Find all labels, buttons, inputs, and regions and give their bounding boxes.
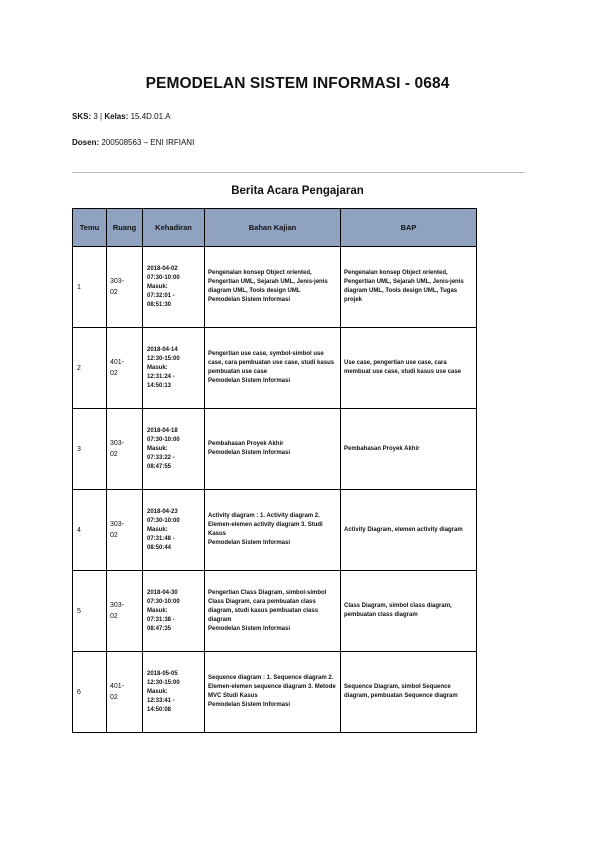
cell-bahan-kajian: Pengertian Class Diagram, simbol-simbol Class Diagram, cara pembuatan class diagram, studi kasus pembuatan class diagram Pemodelan Sistem Informasi bbox=[205, 571, 341, 652]
cell-temu: 3 bbox=[73, 409, 107, 490]
kelas-label: Kelas: bbox=[104, 112, 129, 121]
cell-temu: 1 bbox=[73, 247, 107, 328]
cell-bap: Class Diagram, simbol class diagram, pembuatan class diagram bbox=[341, 571, 477, 652]
cell-ruang: 303- 02 bbox=[107, 571, 143, 652]
cell-ruang: 303- 02 bbox=[107, 247, 143, 328]
dosen-value: 200508563 – ENI IRFIANI bbox=[101, 138, 195, 147]
cell-kehadiran: 2018-04-14 12:30-15:00 Masuk: 12:31:24 - 14:50:13 bbox=[143, 328, 205, 409]
document-title: PEMODELAN SISTEM INFORMASI - 0684 bbox=[145, 75, 450, 92]
cell-ruang: 401- 02 bbox=[107, 652, 143, 733]
cell-kehadiran: 2018-04-30 07:30-10:00 Masuk: 07:31:38 - 08:47:35 bbox=[143, 571, 205, 652]
cell-ruang: 303- 02 bbox=[107, 490, 143, 571]
cell-bap: Sequence Diagram, simbol Sequence diagram, pembuatan Sequence diagram bbox=[341, 652, 477, 733]
cell-kehadiran: 2018-04-18 07:30-10:00 Masuk: 07:33:22 - 08:47:55 bbox=[143, 409, 205, 490]
section-title: Berita Acara Pengajaran bbox=[231, 185, 364, 197]
cell-bahan-kajian: Pengertian use case, symbol-simbol use case, cara pembuatan use case, studi kasus pembuatan use case Pemodelan Sistem Informasi bbox=[205, 328, 341, 409]
header-bap: BAP bbox=[341, 209, 477, 247]
header-temu: Temu bbox=[73, 209, 107, 247]
cell-ruang: 401- 02 bbox=[107, 328, 143, 409]
sks-label: SKS: bbox=[72, 112, 92, 121]
cell-bahan-kajian: Sequence diagram : 1. Sequence diagram 2. Elemen-elemen sequence diagram 3. Metode MVC Studi Kasus Pemodelan Sistem Informasi bbox=[205, 652, 341, 733]
cell-bap: Activity Diagram, elemen activity diagram bbox=[341, 490, 477, 571]
cell-temu: 2 bbox=[73, 328, 107, 409]
table-header-row bbox=[73, 209, 477, 247]
dosen-label: Dosen: bbox=[72, 138, 100, 147]
course-meta-line bbox=[72, 112, 171, 122]
cell-kehadiran: 2018-04-23 07:30-10:00 Masuk: 07:31:48 - 08:50:44 bbox=[143, 490, 205, 571]
cell-bap: Pengenalan konsep Object oriented, Pengertian UML, Sejarah UML, Jenis-jenis diagram UML, Tools design UML, Tugas projek bbox=[341, 247, 477, 328]
teaching-record-table bbox=[72, 208, 477, 733]
table-row bbox=[73, 652, 477, 733]
kelas-value: 15.4D.01.A bbox=[130, 112, 171, 121]
cell-bahan-kajian: Pengenalan konsep Object oriented, Pengertian UML, Sejarah UML, Jenis-jenis diagram UML, Tools design UML Pemodelan Sistem Informasi bbox=[205, 247, 341, 328]
cell-bahan-kajian: Pembahasan Proyek Akhir Pemodelan Sistem Informasi bbox=[205, 409, 341, 490]
cell-temu: 6 bbox=[73, 652, 107, 733]
header-kehadiran: Kehadiran bbox=[143, 209, 205, 247]
table-row bbox=[73, 328, 477, 409]
table-row bbox=[73, 571, 477, 652]
horizontal-divider bbox=[72, 172, 524, 173]
header-ruang: Ruang bbox=[107, 209, 143, 247]
sks-value: 3 bbox=[93, 112, 98, 121]
cell-kehadiran: 2018-05-05 12:30-15:00 Masuk: 12:33:41 - 14:50:08 bbox=[143, 652, 205, 733]
cell-temu: 4 bbox=[73, 490, 107, 571]
table-row bbox=[73, 490, 477, 571]
cell-bap: Use case, pengertian use case, cara membuat use case, studi kasus use case bbox=[341, 328, 477, 409]
cell-temu: 5 bbox=[73, 571, 107, 652]
cell-kehadiran: 2018-04-02 07:30-10:00 Masuk: 07:32:01 - 08:51:30 bbox=[143, 247, 205, 328]
cell-ruang: 303- 02 bbox=[107, 409, 143, 490]
table-row bbox=[73, 409, 477, 490]
header-bahan-kajian: Bahan Kajian bbox=[205, 209, 341, 247]
meta-separator: | bbox=[100, 112, 103, 121]
lecturer-line bbox=[72, 138, 194, 148]
cell-bahan-kajian: Activity diagram : 1. Activity diagram 2. Elemen-elemen activity diagram 3. Studi Kasus Pemodelan Sistem Informasi bbox=[205, 490, 341, 571]
cell-bap: Pembahasan Proyek Akhir bbox=[341, 409, 477, 490]
table-row bbox=[73, 247, 477, 328]
